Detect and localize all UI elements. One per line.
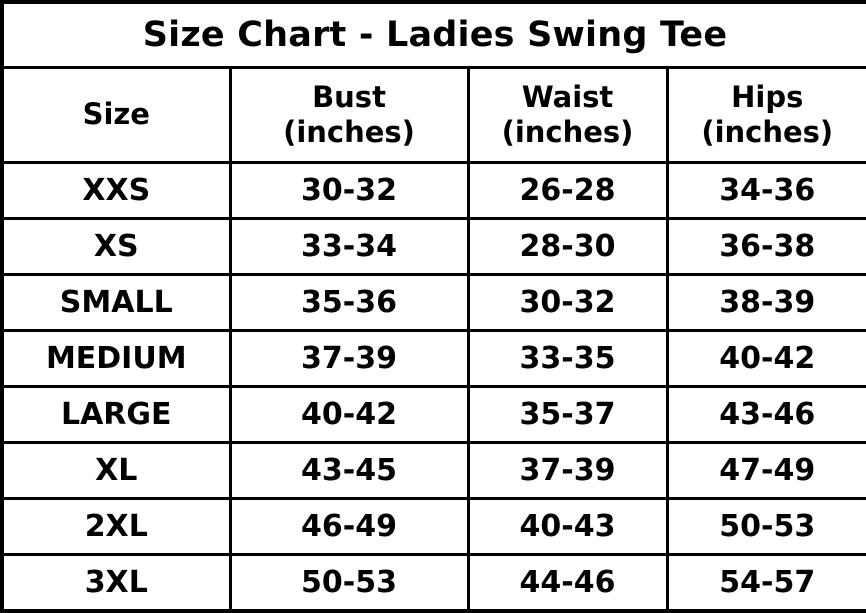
cell-bust: 33-34: [230, 219, 468, 275]
cell-bust: 43-45: [230, 443, 468, 499]
column-header-hips-line2: (inches): [669, 115, 866, 150]
table-header-row: [2, 68, 866, 163]
cell-size: XS: [2, 219, 230, 275]
cell-waist: 28-30: [468, 219, 667, 275]
cell-size: SMALL: [2, 275, 230, 331]
column-header-bust-line2: (inches): [232, 115, 467, 150]
cell-hips: 43-46: [667, 387, 866, 443]
cell-hips: 47-49: [667, 443, 866, 499]
cell-size: XXS: [2, 163, 230, 219]
cell-hips: 40-42: [667, 331, 866, 387]
table-row: [2, 219, 866, 275]
column-header-bust: [230, 68, 468, 163]
cell-bust: 35-36: [230, 275, 468, 331]
chart-title: Size Chart - Ladies Swing Tee: [2, 2, 866, 68]
table-row: [2, 275, 866, 331]
cell-size: LARGE: [2, 387, 230, 443]
column-header-hips-line1: Hips: [669, 80, 866, 115]
table-title-row: [2, 2, 866, 68]
table-row: [2, 331, 866, 387]
cell-hips: 50-53: [667, 499, 866, 555]
column-header-size: [2, 68, 230, 163]
table-row: [2, 387, 866, 443]
cell-waist: 26-28: [468, 163, 667, 219]
cell-hips: 36-38: [667, 219, 866, 275]
table-row: [2, 443, 866, 499]
cell-bust: 37-39: [230, 331, 468, 387]
cell-bust: 50-53: [230, 555, 468, 612]
cell-bust: 30-32: [230, 163, 468, 219]
column-header-waist-line1: Waist: [470, 80, 666, 115]
cell-waist: 40-43: [468, 499, 667, 555]
column-header-hips: [667, 68, 866, 163]
cell-size: 3XL: [2, 555, 230, 612]
cell-size: MEDIUM: [2, 331, 230, 387]
cell-size: 2XL: [2, 499, 230, 555]
cell-hips: 34-36: [667, 163, 866, 219]
cell-hips: 54-57: [667, 555, 866, 612]
cell-waist: 37-39: [468, 443, 667, 499]
cell-waist: 35-37: [468, 387, 667, 443]
table-row: [2, 555, 866, 612]
cell-waist: 30-32: [468, 275, 667, 331]
cell-size: XL: [2, 443, 230, 499]
column-header-size-line1: Size: [4, 97, 229, 132]
cell-waist: 44-46: [468, 555, 667, 612]
cell-bust: 40-42: [230, 387, 468, 443]
column-header-bust-line1: Bust: [232, 80, 467, 115]
column-header-waist: [468, 68, 667, 163]
table-row: [2, 163, 866, 219]
cell-waist: 33-35: [468, 331, 667, 387]
cell-bust: 46-49: [230, 499, 468, 555]
cell-hips: 38-39: [667, 275, 866, 331]
table-row: [2, 499, 866, 555]
column-header-waist-line2: (inches): [470, 115, 666, 150]
